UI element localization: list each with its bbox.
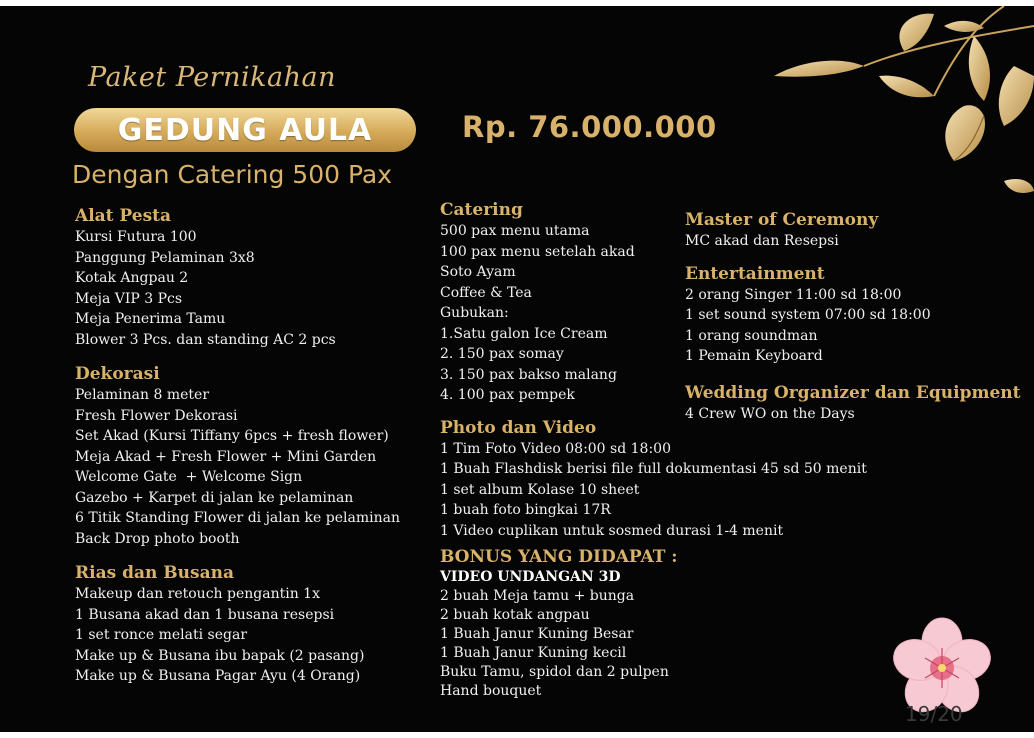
list-item: Hand bouquet <box>440 683 542 699</box>
script-title: Paket Pernikahan <box>88 62 337 93</box>
list-item: Kotak Angpau 2 <box>75 270 189 286</box>
list-item: 6 Titik Standing Flower di jalan ke pelaminan <box>75 510 400 526</box>
section-entertainment <box>685 264 1021 367</box>
list-item: Blower 3 Pcs. dan standing AC 2 pcs <box>75 331 336 348</box>
column-right <box>685 210 1021 438</box>
list-item: 1 set album Kolase 10 sheet <box>440 481 640 498</box>
list-item: Fresh Flower Dekorasi <box>75 407 238 424</box>
brochure <box>0 6 1034 732</box>
list-item: Kursi Futura 100 <box>75 229 197 245</box>
list-item: 1 set ronce melati segar <box>75 627 248 643</box>
list-item: Pelaminan 8 meter <box>75 387 210 403</box>
section-bonus <box>440 547 867 701</box>
list-item: Makeup dan retouch pengantin 1x <box>75 586 320 602</box>
list-item: 2 buah Meja tamu + bunga <box>440 588 635 604</box>
list-item: 1 Busana akad dan 1 busana resepsi <box>75 606 335 623</box>
section-wedding-organizer <box>685 383 1021 425</box>
list-item: Soto Ayam <box>440 264 516 280</box>
section-title: Wedding Organizer dan Equipment <box>685 382 1021 403</box>
list-item: Make up & Busana Pagar Ayu (4 Orang) <box>75 668 361 684</box>
list-item: Gazebo + Karpet di jalan ke pelaminan <box>75 489 354 506</box>
gold-leaves-icon <box>674 6 1034 206</box>
list-item: 2 buah kotak angpau <box>440 607 590 623</box>
list-item: 2 orang Singer 11:00 sd 18:00 <box>685 286 902 303</box>
list-item: 1 Pemain Keyboard <box>685 348 823 364</box>
title-badge <box>74 108 416 152</box>
list-item: 2. 150 pax somay <box>440 346 564 362</box>
package-subtitle: Dengan Catering 500 Pax <box>72 160 393 189</box>
list-item: 4. 100 pax pempek <box>440 387 575 403</box>
list-item: Coffee & Tea <box>440 284 532 301</box>
list-item: Meja VIP 3 Pcs <box>75 290 183 307</box>
section-master-ceremony <box>685 210 1021 252</box>
section-alat-pesta <box>75 206 400 350</box>
list-item: Back Drop photo booth <box>75 530 240 547</box>
list-item: 4 Crew WO on the Days <box>685 405 855 422</box>
list-item: Make up & Busana ibu bapak (2 pasang) <box>75 647 365 664</box>
section-title: Dekorasi <box>75 364 160 384</box>
list-item: 1 Tim Foto Video 08:00 sd 18:00 <box>440 440 671 457</box>
list-item: 100 pax menu setelah akad <box>440 243 635 260</box>
section-rias-busana <box>75 563 400 687</box>
section-dekorasi <box>75 364 400 549</box>
list-item: 3. 150 pax bakso malang <box>440 366 617 383</box>
bonus-subtitle: VIDEO UNDANGAN 3D <box>440 569 621 585</box>
column-left <box>75 206 400 701</box>
list-item: Set Akad (Kursi Tiffany 6pcs + fresh flower) <box>75 428 389 444</box>
list-item: MC akad dan Resepsi <box>685 233 839 249</box>
list-item: 1 Buah Janur Kuning kecil <box>440 645 627 661</box>
page-number: 19/20 <box>905 702 963 726</box>
list-item: Panggung Pelaminan 3x8 <box>75 249 255 266</box>
list-item: Buku Tamu, spidol dan 2 pulpen <box>440 664 669 680</box>
section-title: Rias dan Busana <box>75 563 234 583</box>
list-item: 1 set sound system 07:00 sd 18:00 <box>685 307 931 323</box>
section-title: Alat Pesta <box>75 206 172 226</box>
section-title: Entertainment <box>685 263 825 284</box>
list-item: 1 Buah Flashdisk berisi file full dokumentasi 45 sd 50 menit <box>440 461 867 477</box>
list-item: Meja Akad + Fresh Flower + Mini Garden <box>75 448 377 465</box>
list-item: Welcome Gate + Welcome Sign <box>75 469 303 485</box>
list-item: 1 buah foto bingkai 17R <box>440 502 611 518</box>
list-item: 1 orang soundman <box>685 327 818 344</box>
section-title: Photo dan Video <box>440 417 597 438</box>
list-item: Meja Penerima Tamu <box>75 311 226 327</box>
badge-label: GEDUNG AULA <box>117 112 373 148</box>
package-price: Rp. 76.000.000 <box>462 110 717 144</box>
list-item: 1 Video cuplikan untuk sosmed durasi 1-4 menit <box>440 522 784 539</box>
list-item: 1.Satu galon Ice Cream <box>440 325 608 342</box>
section-title: Catering <box>440 200 523 220</box>
list-item: Gubukan: <box>440 305 509 321</box>
section-title: Master of Ceremony <box>685 210 879 230</box>
section-title: BONUS YANG DIDAPAT : <box>440 547 678 567</box>
list-item: 1 Buah Janur Kuning Besar <box>440 626 634 642</box>
list-item: 500 pax menu utama <box>440 223 590 239</box>
